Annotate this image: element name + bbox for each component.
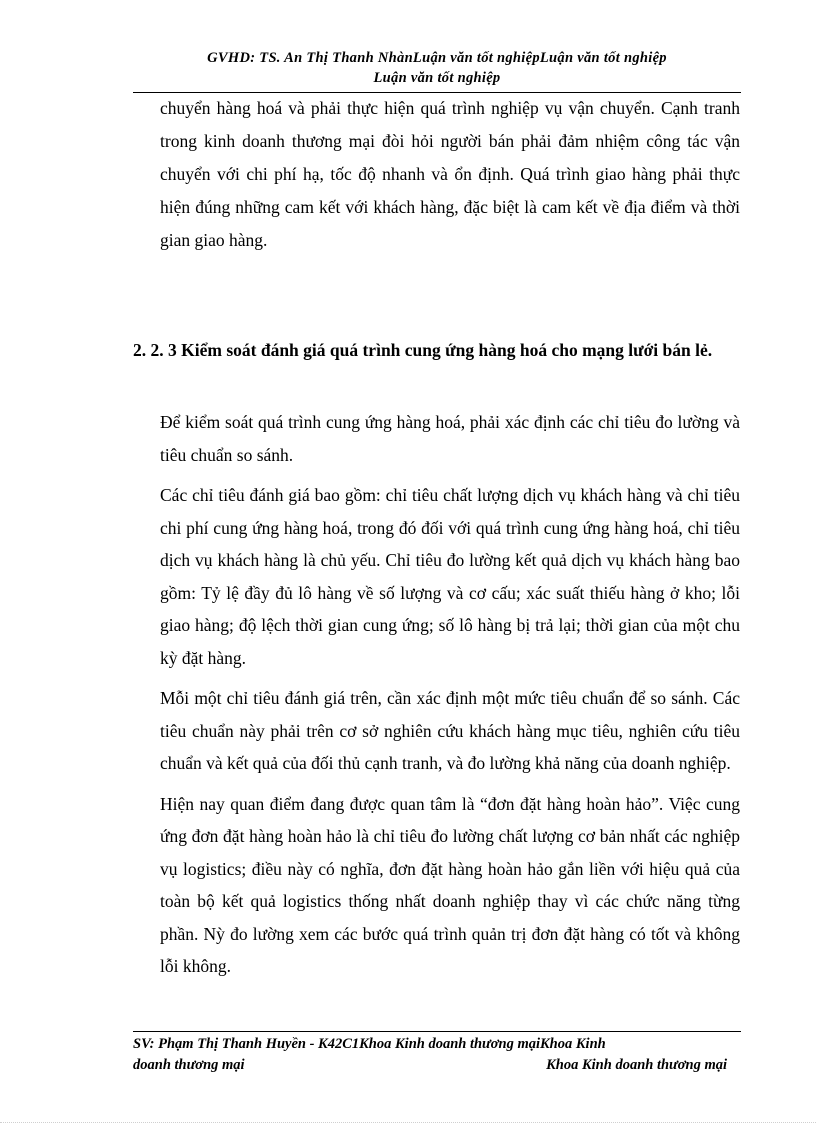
footer-divider bbox=[133, 1031, 741, 1032]
footer-line-2-right: Khoa Kinh doanh thương mại bbox=[546, 1057, 727, 1073]
header-line-1: GVHD: TS. An Thị Thanh NhànLuận văn tốt nghiệpLuận văn tốt nghiệp bbox=[207, 50, 667, 66]
paragraph-3: Mỗi một chỉ tiêu đánh giá trên, cần xác định một mức tiêu chuẩn để so sánh. Các tiêu chuẩn này phải trên cơ sở nghiên cứu khách hàng mục tiêu, nghiên cứu tiêu chuẩn và kết quả của đối thủ cạnh tranh, và đo lường khả năng của doanh nghiệp. bbox=[160, 688, 740, 773]
section-heading: 2. 2. 3 Kiểm soát đánh giá quá trình cung ứng hàng hoá cho mạng lưới bán lẻ. bbox=[133, 340, 713, 360]
paragraph-2: Các chỉ tiêu đánh giá bao gồm: chỉ tiêu chất lượng dịch vụ khách hàng và chỉ tiêu chi phí cung ứng hàng hoá, trong đó đối với quá trình cung ứng hàng hoá, chỉ tiêu dịch vụ khách hàng là chủ yếu. Chỉ tiêu đo lường kết quả dịch vụ khách hàng bao gồm: Tỷ lệ đầy đủ lô hàng về số lượng và cơ cấu; xác suất thiếu hàng ở kho; lỗi giao hàng; độ lệch thời gian cung ứng; số lô hàng bị trả lại; thời gian của một chu kỳ đặt hàng. bbox=[160, 485, 740, 668]
continued-text bbox=[160, 92, 740, 265]
section-body bbox=[160, 406, 740, 991]
footer-line-2-left: doanh thương mại bbox=[133, 1057, 245, 1073]
page-footer bbox=[133, 1034, 741, 1076]
header-line-2: Luận văn tốt nghiệp bbox=[373, 70, 501, 86]
footer-line-2 bbox=[133, 1055, 741, 1076]
footer-line-1: SV: Phạm Thị Thanh Huyền - K42C1Khoa Kinh doanh thương mạiKhoa Kinh bbox=[133, 1036, 606, 1052]
paragraph-4: Hiện nay quan điểm đang được quan tâm là “đơn đặt hàng hoàn hảo”. Việc cung ứng đơn đặt hàng hoàn hảo là chỉ tiêu đo lường chất lượng cơ bản nhất các nghiệp vụ logistics; điều này có nghĩa, đơn đặt hàng hoàn hảo gắn liền với hiệu quả của toàn bộ kết quả logistics thống nhất doanh nghiệp thay vì các chức năng từng phần. Nỳ đo lường xem các bước quá trình quản trị đơn đặt hàng có tốt và không lỗi không. bbox=[160, 793, 740, 976]
paragraph-1: Để kiểm soát quá trình cung ứng hàng hoá, phải xác định các chỉ tiêu đo lường và tiêu chuẩn so sánh. bbox=[160, 412, 740, 465]
page-header bbox=[133, 48, 741, 88]
paragraph-continued: chuyển hàng hoá và phải thực hiện quá trình nghiệp vụ vận chuyển. Cạnh tranh trong kinh doanh thương mại đòi hỏi người bán phải đảm nhiệm công tác vận chuyển với chi phí hạ, tốc độ nhanh và ổn định. Quá trình giao hàng phải thực hiện đúng những cam kết với khách hàng, đặc biệt là cam kết về địa điểm và thời gian giao hàng. bbox=[160, 98, 740, 250]
